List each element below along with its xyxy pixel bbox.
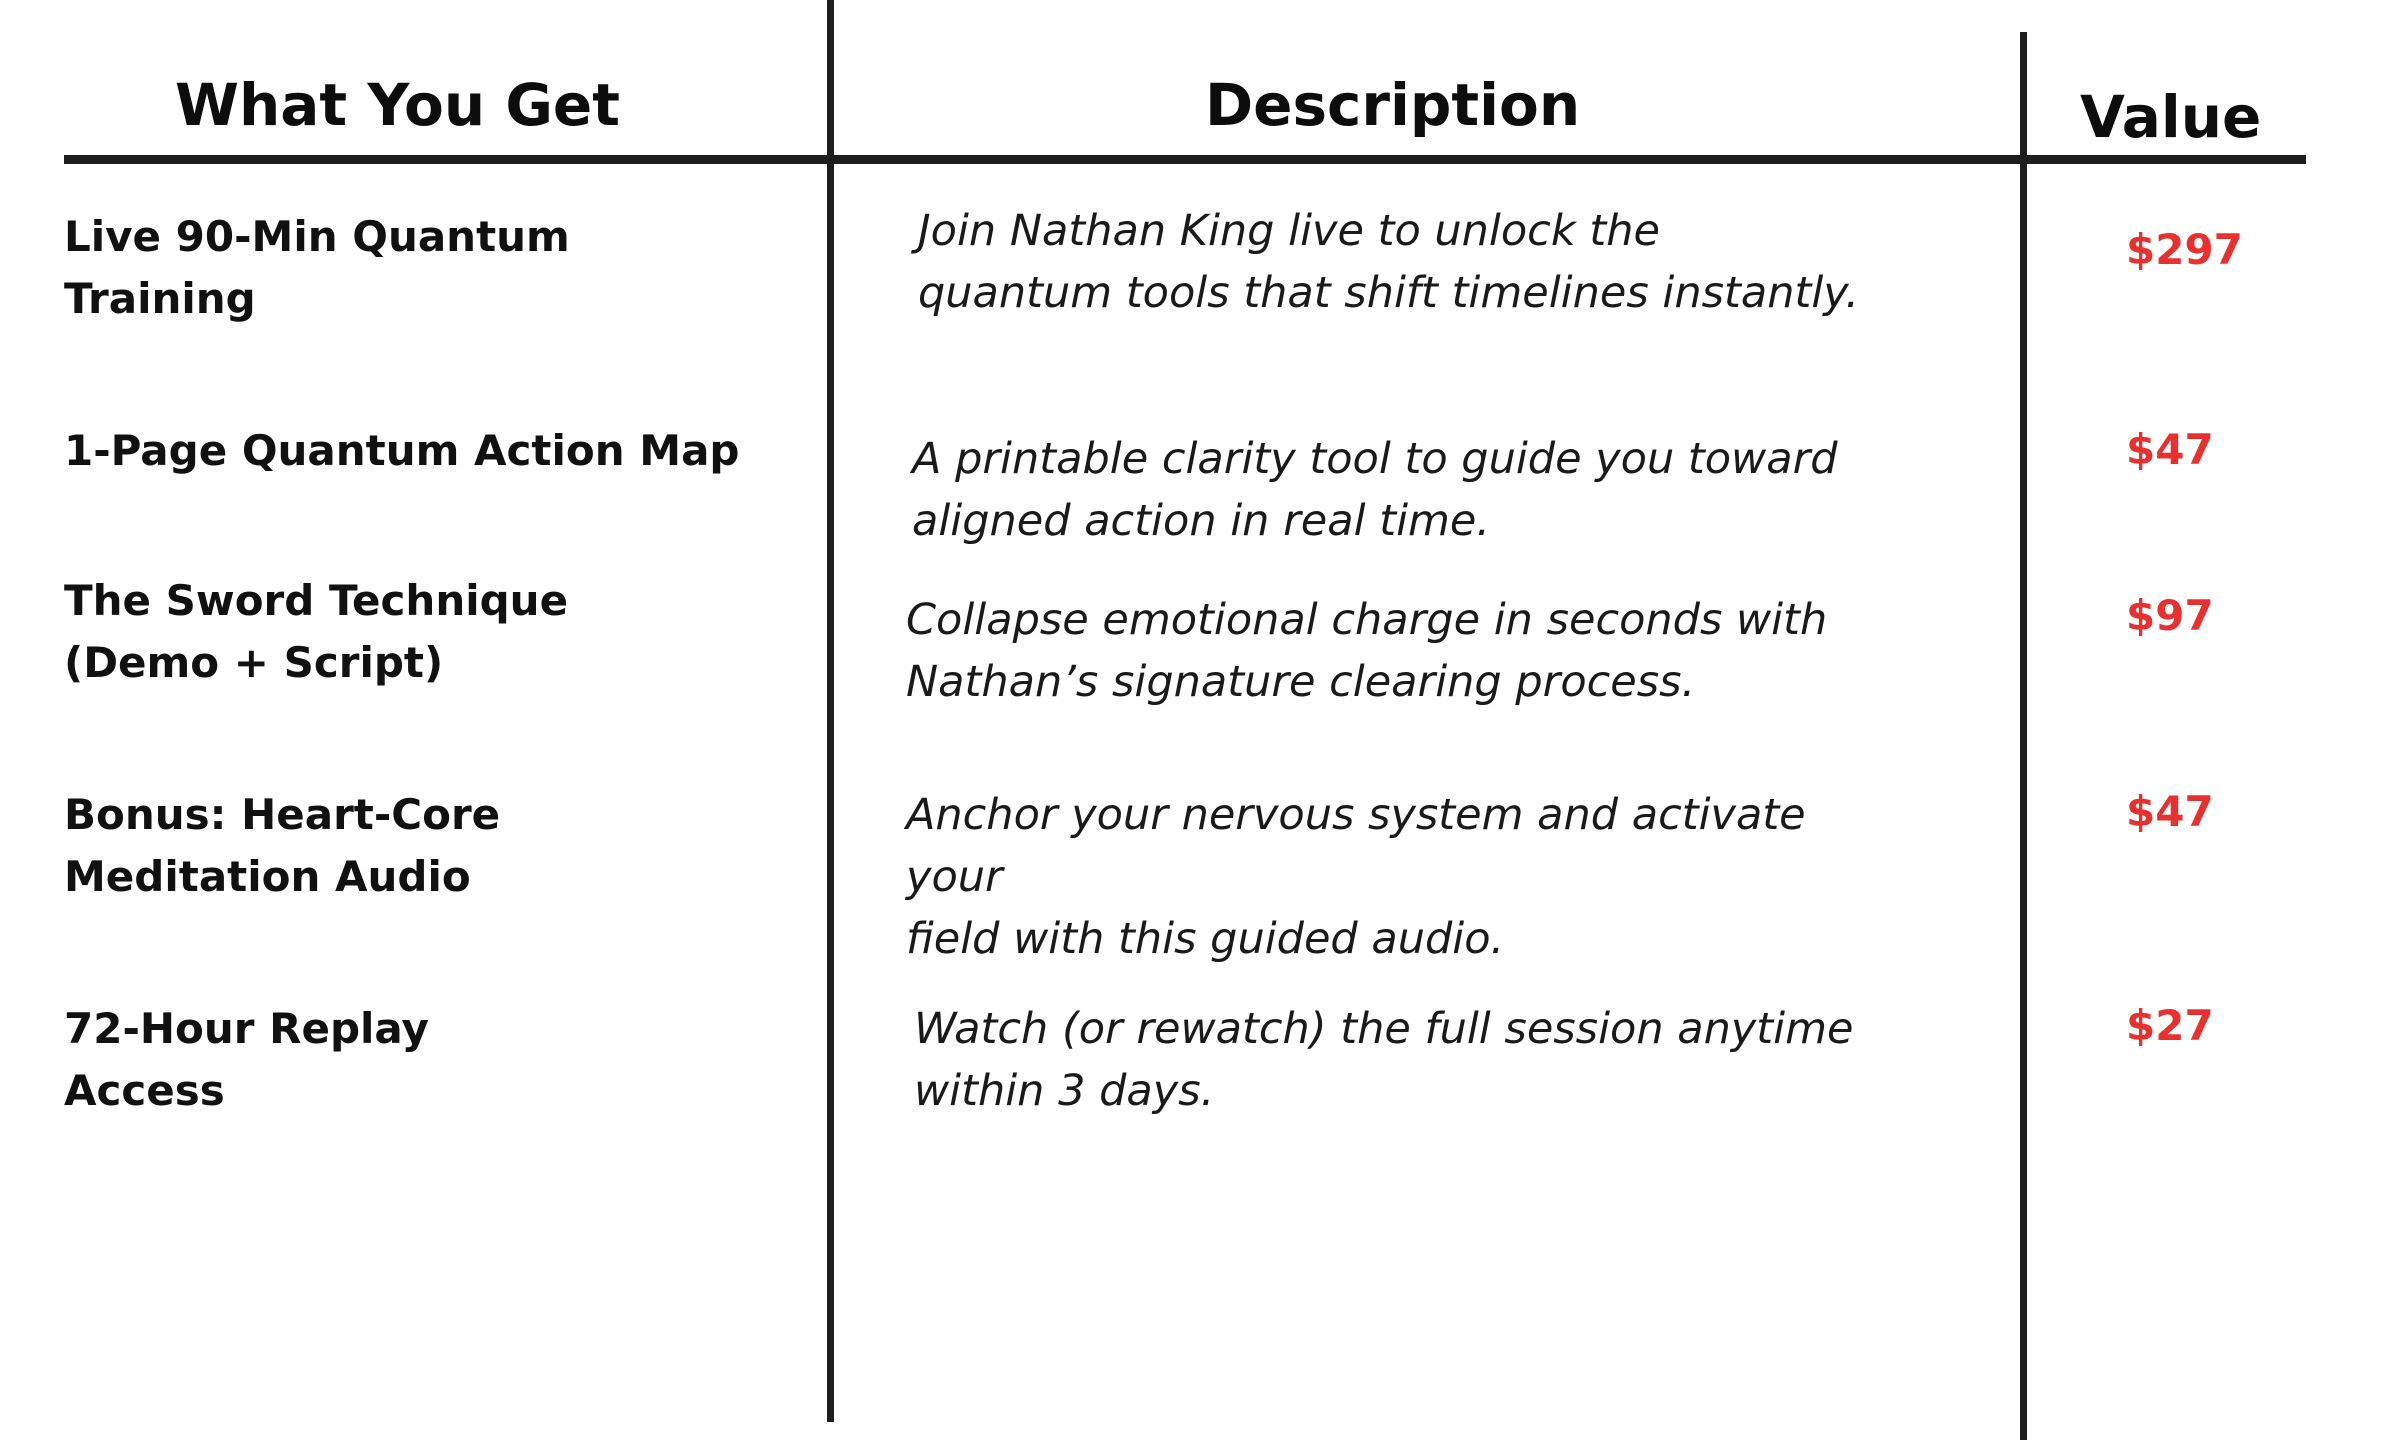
row-3-item: The Sword Technique (Demo + Script) <box>64 576 569 687</box>
row-1-item: Live 90-Min Quantum Training <box>64 212 570 323</box>
header-description: Description <box>1205 71 1581 139</box>
row-5-value: $27 <box>2126 1001 2214 1050</box>
column-divider-left <box>827 0 834 1422</box>
row-5-description: Watch (or rewatch) the full session anytime within 3 days. <box>914 1004 1854 1116</box>
row-3-description: Collapse emotional charge in seconds with Nathan’s signature clearing process. <box>906 595 1828 707</box>
header-divider <box>64 155 2306 164</box>
row-2-value: $47 <box>2126 425 2214 474</box>
row-4-value: $47 <box>2126 787 2214 836</box>
row-2-description: A printable clarity tool to guide you toward aligned action in real time. <box>912 434 1838 546</box>
row-3-value: $97 <box>2126 591 2214 640</box>
row-4-description: Anchor your nervous system and activate your field with this guided audio. <box>906 790 1806 964</box>
row-4-item: Bonus: Heart-Core Meditation Audio <box>64 790 501 901</box>
row-1-description: Join Nathan King live to unlock the quantum tools that shift timelines instantly. <box>918 206 1860 318</box>
row-1-value: $297 <box>2126 225 2243 274</box>
row-2-item: 1-Page Quantum Action Map <box>64 426 740 475</box>
header-value: Value <box>2080 83 2262 151</box>
column-divider-right <box>2020 32 2027 1440</box>
row-5-item: 72-Hour Replay Access <box>64 1004 429 1115</box>
header-what-you-get: What You Get <box>175 71 620 139</box>
